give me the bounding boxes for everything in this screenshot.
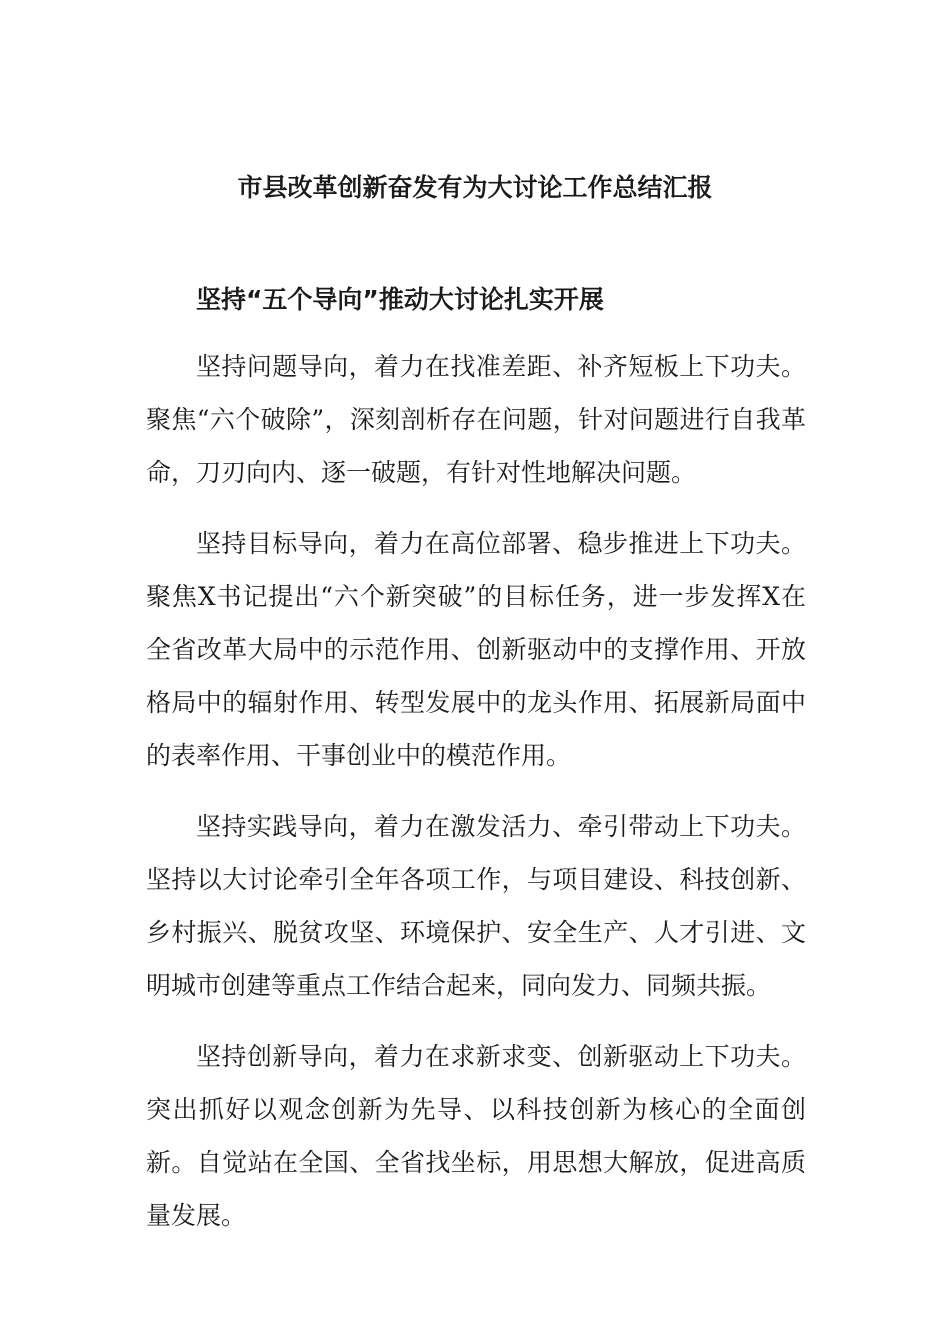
section-heading: 坚持“五个导向”推动大讨论扎实开展: [196, 285, 604, 314]
document-title: 市县改革创新奋发有为大讨论工作总结汇报: [237, 173, 713, 202]
paragraph-practice-orientation: 坚持实践导向，着力在激发活力、牵引带动上下功夫。坚持以大讨论牵引全年各项工作，与项目建设、科技创新、乡村振兴、脱贫攻坚、环境保护、安全生产、人才引进、文明城市创建等重点工作结合起来，同向发力、同频共振。: [146, 812, 806, 1000]
paragraph-innovation-orientation: 坚持创新导向，着力在求新求变、创新驱动上下功夫。突出抓好以观念创新为先导、以科技创新为核心的全面创新。自觉站在全国、全省找坐标，用思想大解放，促进高质量发展。: [146, 1042, 806, 1230]
paragraph-problem-orientation: 坚持问题导向，着力在找准差距、补齐短板上下功夫。聚焦“六个破除”，深刻剖析存在问题，针对问题进行自我革命，刀刃向内、逐一破题，有针对性地解决问题。: [146, 352, 806, 487]
document-body: [146, 340, 806, 1260]
paragraph-goal-orientation: 坚持目标导向，着力在高位部署、稳步推进上下功夫。聚焦X书记提出“六个新突破”的目标任务，进一步发挥X在全省改革大局中的示范作用、创新驱动中的支撑作用、开放格局中的辐射作用、转型发展中的龙头作用、拓展新局面中的表率作用、干事创业中的模范作用。: [146, 529, 806, 770]
